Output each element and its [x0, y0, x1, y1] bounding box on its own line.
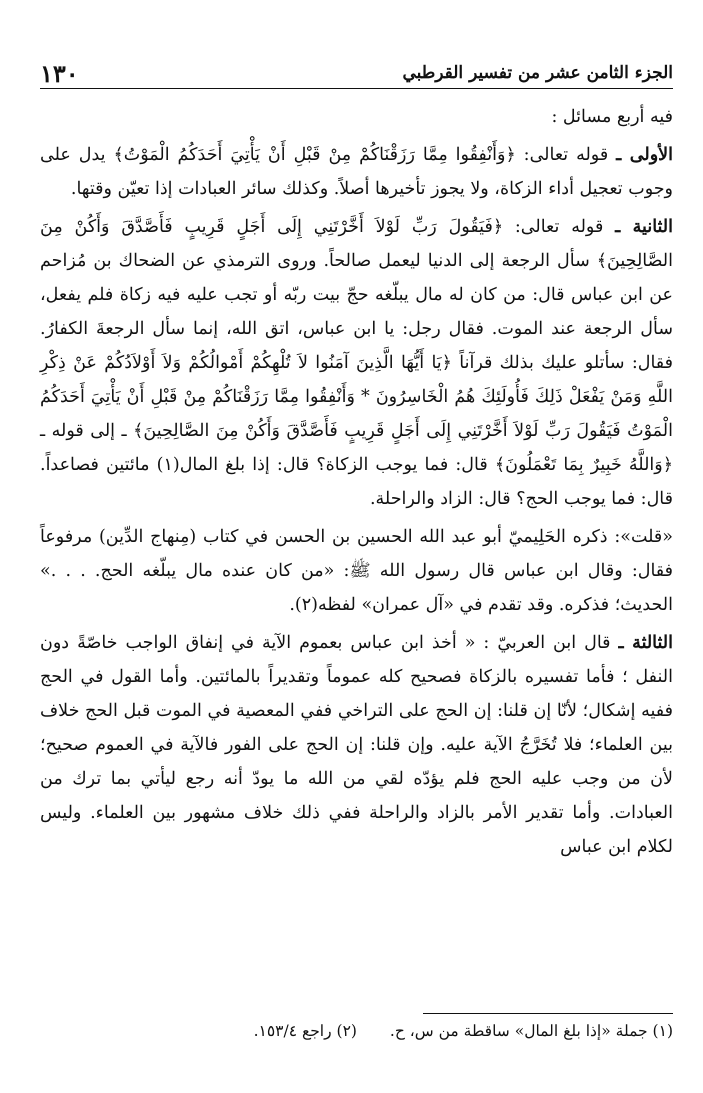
- footnote: (١) جملة «إذا بلغ المال» ساقطة من س، ح.: [389, 1022, 673, 1040]
- page-number: ١٣٠: [40, 58, 79, 88]
- issue-label: الثانية ـ: [615, 217, 673, 237]
- footnote-divider: [423, 1013, 673, 1014]
- paragraph: [40, 520, 673, 622]
- paragraph-text: قال ابن العربيّ : « أخذ ابن عباس بعموم الآية في إنفاق الواجب خاصّةً دون النفل ؛ فأما تفسيره بالزكاة فصحيح كله عموماً وتقديراً بالمائتين. وأما القول في الحج ففيه إشكال؛ لأنّا إن قلنا: إن الحج على التراخي ففي المعصية في الموت قبل الحج خلاف بين العلماء؛ فلا تُخَرَّجُ الآية عليه. وإن قلنا: إن الحج على الفور فالآية في العموم صحيح؛ لأن من وجب عليه الحج فلم يؤدّه لقي من الله ما يودّ أنه رجع ليأتي بما ترك من العبادات. وأما تقدير الأمر بالزاد والراحلة ففي ذلك خلاف مشهور بين العلماء. وليس لكلام ابن عباس: [40, 633, 673, 857]
- page-header: [40, 58, 673, 89]
- paragraph: [40, 138, 673, 206]
- issue-label: الأولى ـ: [616, 145, 673, 165]
- paragraph: [40, 626, 673, 864]
- paragraph-text: قوله تعالى: ﴿فَيَقُولَ رَبِّ لَوْلاَ أَخَّرْتَنِي إِلَى أَجَلٍ قَرِيبٍ فَأَصَّدَّقَ وَأَكُنْ مِنَ الصَّالِحِينَ﴾ سأل الرجعة إلى الدنيا ليعمل صالحاً. وروى الترمذي عن الضحاك بن مُزاحم عن ابن عباس قال: من كان له مال يبلّغه حجّ بيت ربّه أو تجب عليه فيه زكاة فلم يفعل، سأل الرجعة عند الموت. فقال رجل: يا ابن عباس، اتق الله، إنما سأل الرجعةَ الكفارُ. فقال: سأتلو عليك بذلك قرآناً ﴿يَا أَيُّهَا الَّذِينَ آمَنُوا لاَ تُلْهِكُمْ أَمْوالُكُمْ وَلاَ أَوْلاَدُكُمْ عَنْ ذِكْرِ اللَّهِ وَمَنْ يَفْعَلْ ذَلِكَ فَأُولَئِكَ هُمُ الْخَاسِرُونَ * وَأَنْفِقُوا مِمَّا رَزَقْنَاكُمْ مِنْ قَبْلِ أَنْ يَأْتِيَ أَحَدَكُمُ الْمَوْتُ فَيَقُولَ رَبِّ لَوْلاَ أَخَّرْتَنِي إِلَى أَجَلٍ قَرِيبٍ فَأَصَّدَّقَ وَأَكُنْ مِنَ الصَّالِحِينَ﴾ ـ إلى قوله ـ ﴿وَاللَّهُ خَبِيرٌ بِمَا تَعْمَلُونَ﴾ قال: فما يوجب الزكاة؟ قال: إذا بلغ المال(١) مائتين فصاعداً. قال: فما يوجب الحج؟ قال: الزاد والراحلة.: [40, 217, 673, 509]
- issue-label: الثالثة ـ: [618, 633, 673, 653]
- paragraph-text: «قلت»: ذكره الحَلِيميّ أبو عبد الله الحسين بن الحسن في كتاب (مِنهاج الدِّين) مرفوعاً فقال: وقال ابن عباس قال رسول الله ﷺ: «من كان عنده مال يبلّغه الحج. . . .» الحديث؛ فذكره. وقد تقدم في «آل عمران» لفظه(٢).: [40, 527, 673, 615]
- running-title: الجزء الثامن عشر من تفسير القرطبي: [402, 63, 673, 83]
- paragraph-text: فيه أربع مسائل :: [551, 107, 673, 127]
- paragraph: [40, 210, 673, 516]
- paragraph: [40, 100, 673, 134]
- body-text: [40, 100, 673, 868]
- paragraph-text: قوله تعالى: ﴿وَأَنْفِقُوا مِمَّا رَزَقْنَاكُمْ مِنْ قَبْلِ أَنْ يَأْتِيَ أَحَدَكُمُ الْمَوْتُ﴾ يدل على وجوب تعجيل أداء الزكاة، ولا يجوز تأخيرها أصلاً. وكذلك سائر العبادات إذا تعيّن وقتها.: [40, 145, 673, 199]
- footnotes: [40, 1018, 673, 1044]
- footnote: (٢) راجع ١٥٣/٤.: [253, 1022, 357, 1040]
